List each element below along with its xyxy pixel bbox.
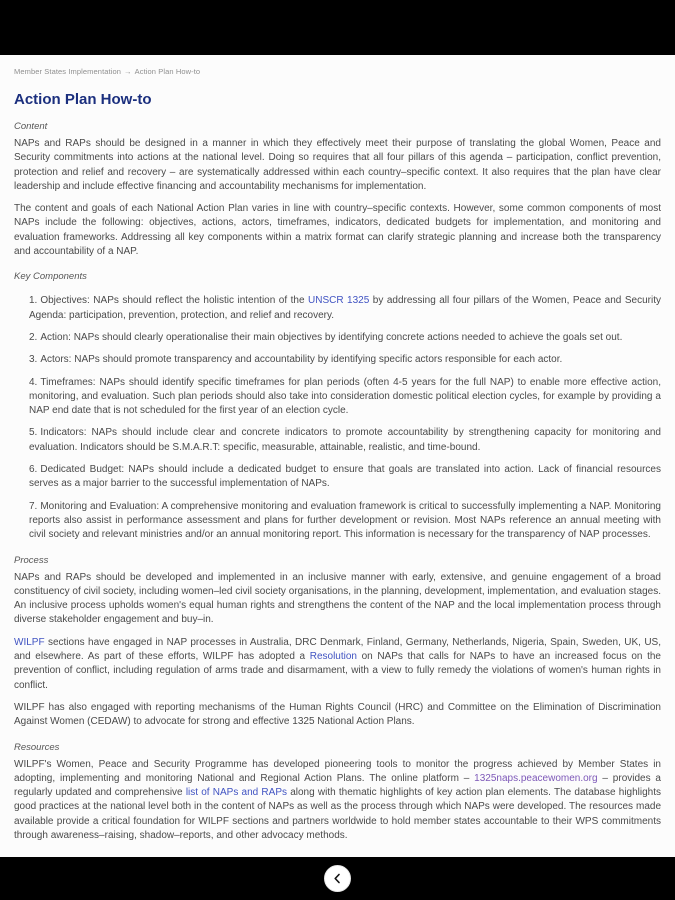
section-heading-key-components: Key Components	[14, 271, 87, 283]
list-item-text: Monitoring and Evaluation: A comprehensive monitoring and evaluation framework is critical to successfully implementing a NAP. Monitoring reports also assist in performance assessment and plans for further development or revision. Most NAPs reference an annual meeting with civil society and relevant ministries and/or an annual monitoring report. This information is necessary for the transparency of NAP processes.	[29, 500, 661, 541]
list-item-number: 3.	[29, 354, 38, 366]
content-paragraph-1: NAPs and RAPs should be designed in a manner in which they effectively meet their purpose of translating the global Women, Peace and Security commitments into actions at the national level. Doing so requires that all four pillars of this agenda – participation, conflict prevention, protection and relief and recovery – are systematically addressed within each country–specific context. It also requires that the plan have clear leadership and include effective financing and accountability mechanisms for implementation.	[14, 138, 661, 192]
list-item-text: Actors: NAPs should promote transparency and accountability by identifying specific actors responsible for each actor.	[40, 354, 563, 366]
list-item-actors	[29, 353, 661, 367]
list-item-number: 4.	[29, 376, 38, 388]
list-item-text: Timeframes: NAPs should identify specific timeframes for plan periods (often 4-5 years for the full NAP) to enable more effective action, monitoring, and evaluation. Such plan periods should also take into consideration domestic political election cycles, for example by providing a NAP end date that is not scheduled for the first year of an election cycle.	[29, 376, 661, 417]
list-item-dedicated-budget	[29, 463, 661, 492]
list-item-objectives	[29, 294, 661, 323]
paragraph-text: sections have engaged in NAP processes in Australia, DRC Denmark, Finland, Germany, Netherlands, Nigeria, Spain, Sweden, UK, US, and elsewhere. As part of these efforts, WILPF has adopted a	[14, 636, 661, 663]
breadcrumb-separator: →	[124, 67, 132, 76]
list-item-number: 2.	[29, 331, 38, 343]
process-paragraph-3: WILPF has also engaged with reporting mechanisms of the Human Rights Council (HRC) and Committee on the Elimination of Discrimination Against Women (CEDAW) to advocate for strong and effective 1325 National Action Plans.	[14, 701, 661, 728]
key-components-list	[14, 294, 661, 542]
back-button[interactable]	[324, 865, 351, 892]
list-item-number: 6.	[29, 464, 38, 476]
peacewomen-platform-link[interactable]: 1325naps.peacewomen.org	[474, 772, 598, 784]
list-item-text: Action: NAPs should clearly operationalise their main objectives by identifying concrete actions needed to achieve the goals set out.	[40, 331, 623, 343]
paragraph-text: on NAPs that calls for NAPs to have an increased focus on the prevention of conflict, including regulation of arms trade and disarmament, with a view to fully remedy the violations of women's human rights in conflict.	[14, 651, 661, 691]
chevron-left-icon	[332, 873, 343, 884]
list-item-number: 7.	[29, 500, 38, 512]
process-paragraph-1: NAPs and RAPs should be developed and implemented in an inclusive manner with early, extensive, and genuine engagement of a broad constituency of civil society, including women–led civil society organisations, in the planning, development, implementation, and evaluation stages. An inclusive process upholds women's equal human rights and strengthens the content of the NAP and the local implementation process through diverse stakeholder engagement and buy–in.	[14, 571, 661, 626]
breadcrumb-current: Action Plan How-to	[134, 67, 201, 76]
bottom-nav-bar	[0, 857, 675, 900]
page-title: Action Plan How-to	[14, 91, 152, 108]
paragraph-text: WILPF's Women, Peace and Security Programme has developed pioneering tools to monitor the progress achieved by Member States in adopting, implementing and monitoring National and Regional Action Plans. The online platform –	[14, 758, 661, 784]
list-item-text: Objectives: NAPs should reflect the holistic intention of the	[40, 295, 308, 307]
list-item-timeframes	[29, 376, 661, 419]
section-heading-resources: Resources	[14, 741, 60, 753]
content-paragraph-2: The content and goals of each National Action Plan varies in line with country–specific contexts. However, some common components of most NAPs include the following: objectives, actions, actors, timeframes, indicators, dedicated budgets for implementation, and monitoring and evaluation frameworks. Addressing all key components within a matrix format can clarify strategic planning and increase both the transparency and accountability of a NAP.	[14, 203, 661, 258]
breadcrumb	[14, 67, 661, 76]
list-item-action	[29, 331, 661, 345]
paragraph-text: along with thematic highlights of key action plan elements. The database highlights good practices at the national level both in the content of NAPs as well as the process through which NAPs were developed. The resources made available provide a critical foundation for WILPF sections and partners worldwide to hold member states accountable to their WPS commitments through awareness–raising, shadow–reports, and other advocacy methods.	[14, 787, 662, 841]
top-status-bar	[0, 0, 675, 55]
list-item-monitoring-evaluation	[29, 500, 661, 543]
list-item-indicators	[29, 426, 661, 455]
process-paragraph-2	[14, 636, 661, 693]
wilpf-link[interactable]: WILPF	[14, 636, 45, 648]
unscr-1325-link[interactable]: UNSCR 1325	[308, 295, 370, 307]
list-item-text: Indicators: NAPs should include clear and concrete indicators to promote accountability by strengthening capacity for monitoring and evaluation. Indicators should be S.M.A.R.T: specific, measurable, attainable, realistic, and time-bound.	[29, 427, 661, 453]
section-heading-content: Content	[14, 121, 48, 132]
resolution-link[interactable]: Resolution	[309, 651, 357, 663]
section-heading-process: Process	[14, 554, 49, 566]
article-content	[0, 55, 675, 857]
list-item-text: by addressing all four pillars of the Women, Peace and Security Agenda: participation, prevention, protection, and relief and recovery.	[29, 295, 661, 321]
naps-raps-list-link[interactable]: list of NAPs and RAPs	[185, 787, 287, 799]
list-item-text: Dedicated Budget: NAPs should include a dedicated budget to ensure that goals are translated into action. Lack of financial resources serves as a major barrier to the successful implementation of NAPs.	[29, 464, 661, 490]
resources-paragraph	[14, 758, 661, 844]
list-item-number: 1.	[29, 295, 38, 307]
paragraph-text: – provides a regularly updated and comprehensive	[14, 772, 661, 799]
list-item-number: 5.	[29, 427, 38, 439]
breadcrumb-parent-link[interactable]: Member States Implementation	[14, 67, 122, 76]
